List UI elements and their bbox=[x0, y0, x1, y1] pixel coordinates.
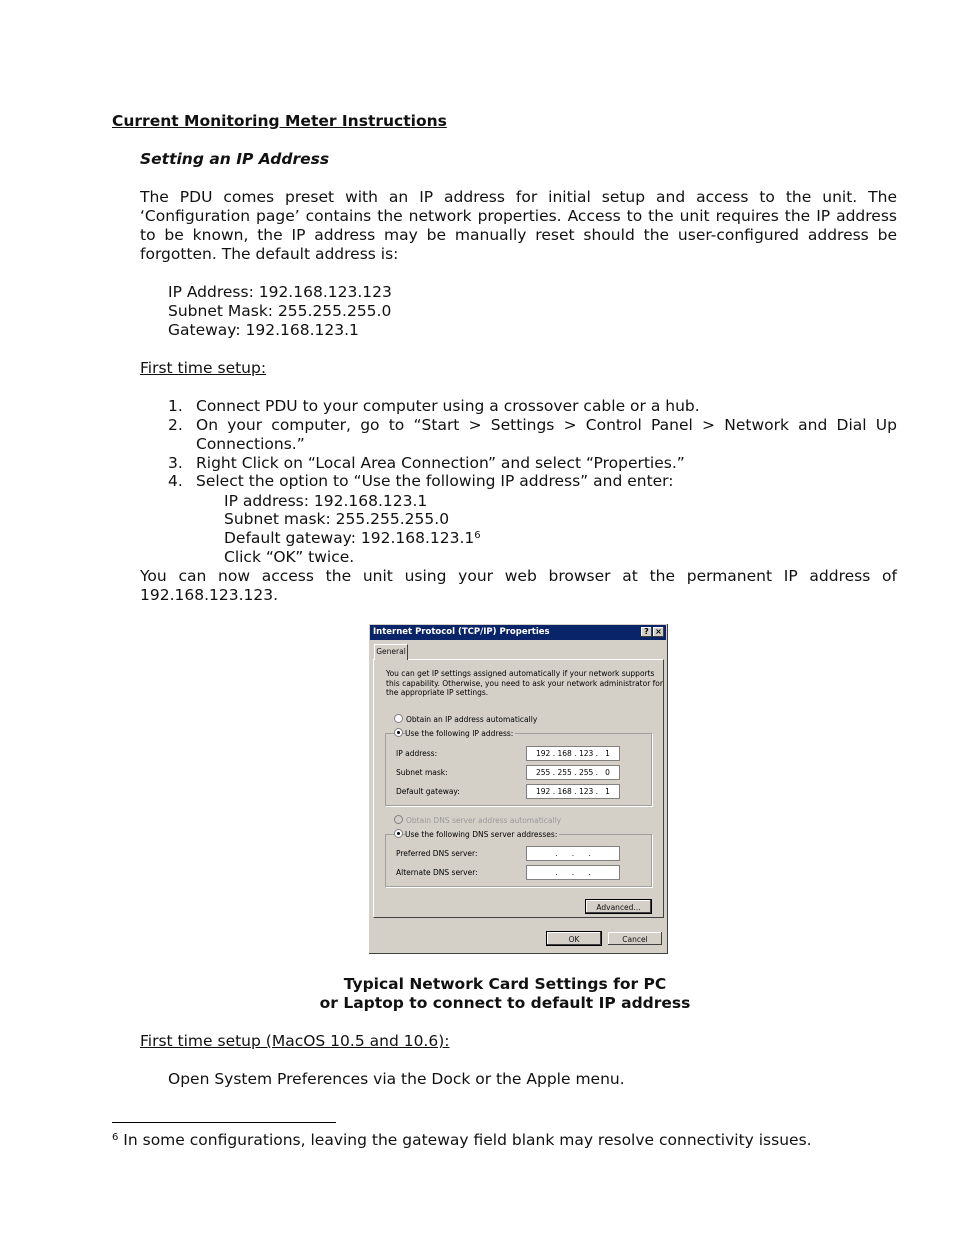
step4-gateway-text: Default gateway: 192.168.123.1 bbox=[224, 529, 475, 547]
intro-line: The PDU comes preset with an IP address for initial setup and access to the unit. The bbox=[140, 188, 897, 206]
subnet-mask-field[interactable]: 255 . 255 . 255 . 0 bbox=[526, 765, 620, 780]
access-line: You can now access the unit using your web browser at the permanent IP address of bbox=[140, 567, 897, 585]
footnote-separator bbox=[112, 1122, 336, 1123]
step-text: Connect PDU to your computer using a crossover cable or a hub. bbox=[196, 397, 700, 415]
step-number: 2. bbox=[168, 416, 183, 434]
ip-address-field[interactable]: 192 . 168 . 123 . 1 bbox=[526, 746, 620, 761]
intro-line: forgotten. The default address is: bbox=[140, 245, 399, 263]
desc-line: this capability. Otherwise, you need to ask your network administrator for bbox=[386, 678, 663, 688]
caption-line: Typical Network Card Settings for PC bbox=[343, 975, 667, 993]
default-ip: IP Address: 192.168.123.123 bbox=[168, 283, 392, 301]
step-text: On your computer, go to “Start > Settings > Control Panel > Network and Dial Up bbox=[196, 416, 897, 434]
step4-mask: Subnet mask: 255.255.255.0 bbox=[224, 510, 450, 528]
help-button[interactable]: ? bbox=[641, 627, 652, 637]
alternate-dns-field[interactable]: . . . bbox=[526, 865, 620, 880]
footnote-text: In some configurations, leaving the gateway field blank may resolve connectivity issues. bbox=[118, 1131, 812, 1149]
intro-line: to be known, the IP address may be manually reset should the user-configured address be bbox=[140, 226, 897, 244]
tab-general[interactable]: General bbox=[374, 644, 408, 660]
preferred-dns-field[interactable]: . . . bbox=[526, 846, 620, 861]
page-heading: Current Monitoring Meter Instructions bbox=[112, 112, 447, 130]
default-gateway: Gateway: 192.168.123.1 bbox=[168, 321, 359, 339]
alternate-dns-label: Alternate DNS server: bbox=[396, 868, 478, 877]
first-setup-title: First time setup: bbox=[140, 359, 267, 377]
use-dns-radio[interactable] bbox=[394, 829, 403, 838]
auto-ip-label: Obtain an IP address automatically bbox=[406, 715, 538, 724]
step-number: 4. bbox=[168, 472, 183, 490]
auto-dns-radio[interactable] bbox=[394, 815, 403, 824]
desc-line: You can get IP settings assigned automatically if your network supports bbox=[386, 669, 655, 678]
default-mask: Subnet Mask: 255.255.255.0 bbox=[168, 302, 392, 320]
mac-step: Open System Preferences via the Dock or the Apple menu. bbox=[168, 1070, 625, 1088]
section-subheading: Setting an IP Address bbox=[140, 150, 330, 168]
auto-ip-radio[interactable] bbox=[394, 714, 403, 723]
subnet-mask-label: Subnet mask: bbox=[396, 768, 448, 777]
footnote-ref[interactable]: 6 bbox=[474, 530, 481, 541]
footnote bbox=[112, 1131, 812, 1150]
advanced-button[interactable]: Advanced... bbox=[585, 899, 652, 914]
general-panel bbox=[373, 659, 664, 918]
step4-click: Click “OK” twice. bbox=[224, 548, 355, 566]
step-number: 3. bbox=[168, 454, 183, 472]
caption-line: or Laptop to connect to default IP address bbox=[319, 994, 691, 1012]
cancel-button[interactable]: Cancel bbox=[607, 931, 663, 946]
step-text: Right Click on “Local Area Connection” and select “Properties.” bbox=[196, 454, 685, 472]
use-dns-label: Use the following DNS server addresses: bbox=[405, 830, 558, 839]
access-line: 192.168.123.123. bbox=[140, 586, 279, 604]
footnote-number: 6 bbox=[112, 1132, 119, 1143]
figure-caption bbox=[0, 975, 954, 1013]
mac-setup-title: First time setup (MacOS 10.5 and 10.6): bbox=[140, 1032, 450, 1050]
intro-paragraph bbox=[140, 188, 897, 264]
step-text: Select the option to “Use the following IP address” and enter: bbox=[196, 472, 674, 490]
dialog-title-bar bbox=[370, 625, 666, 640]
close-button[interactable]: × bbox=[653, 627, 664, 637]
access-paragraph bbox=[140, 567, 897, 605]
ok-button[interactable]: OK bbox=[546, 931, 602, 946]
default-gateway-label: Default gateway: bbox=[396, 787, 460, 796]
step4-gateway bbox=[224, 529, 481, 548]
desc-line: the appropriate IP settings. bbox=[386, 688, 489, 697]
use-ip-label: Use the following IP address: bbox=[405, 729, 514, 738]
step4-ip: IP address: 192.168.123.1 bbox=[224, 492, 428, 510]
default-gateway-field[interactable]: 192 . 168 . 123 . 1 bbox=[526, 784, 620, 799]
intro-line: ‘Configuration page’ contains the network properties. Access to the unit requires the IP address bbox=[140, 207, 897, 225]
tcpip-properties-dialog bbox=[368, 623, 668, 954]
step-text: Connections.” bbox=[196, 435, 305, 453]
use-ip-radio[interactable] bbox=[394, 728, 403, 737]
ip-address-label: IP address: bbox=[396, 749, 438, 758]
preferred-dns-label: Preferred DNS server: bbox=[396, 849, 478, 858]
step-number: 1. bbox=[168, 397, 183, 415]
dialog-title: Internet Protocol (TCP/IP) Properties bbox=[373, 627, 550, 637]
auto-dns-label: Obtain DNS server address automatically bbox=[406, 816, 562, 825]
dialog-description bbox=[386, 669, 663, 698]
